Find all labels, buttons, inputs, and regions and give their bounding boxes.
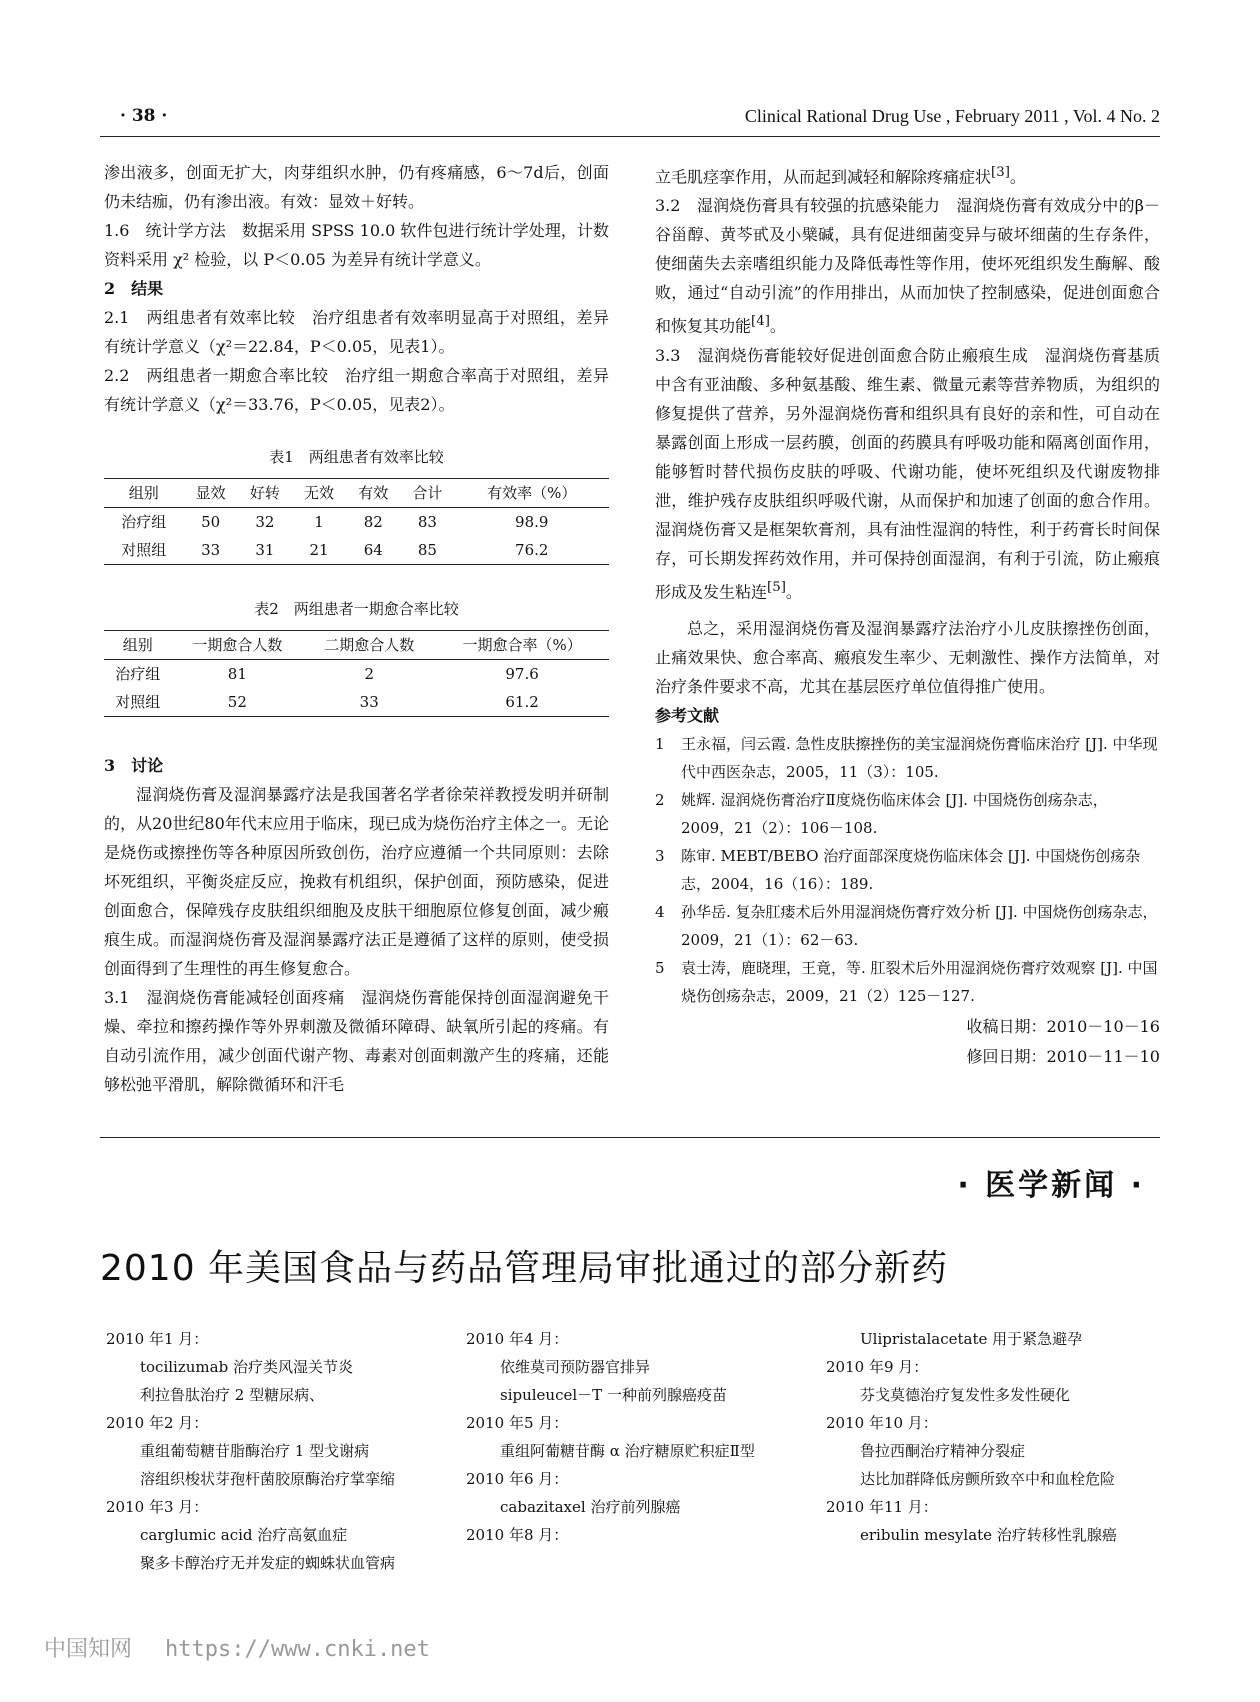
section-discussion-heading: 3 讨论 (104, 756, 164, 775)
table-row (104, 508, 609, 537)
section-3-1: 3.1 湿润烧伤膏能减轻创面疼痛 湿润烧伤膏能保持创面湿润避免干燥、牵拉和擦药操作等外界刺激及微循环障碍、缺氧所引起的疼痛。有自动引流作用，减少创面代谢产物、毒素对创面刺激产生的疼痛，还能够松弛平滑肌，解除微循环和汗毛 (104, 988, 609, 1094)
references-heading: 参考文献 (655, 705, 720, 725)
reference-number: 2 (655, 790, 665, 809)
table-cell: 33 (184, 536, 238, 565)
table-cell: 81 (227, 665, 247, 683)
news-section-label: · 医学新闻 · (957, 1168, 1145, 1203)
table-cell: 对照组 (104, 688, 171, 717)
reference-item (655, 842, 1160, 898)
table2-header: 组别 (104, 631, 171, 660)
list-item: 2010 年9 月： (826, 1358, 929, 1376)
paragraph-end: 。 (769, 316, 786, 336)
section-1-6: 1.6 统计学方法 数据采用 SPSS 10.0 软件包进行统计学处理，计数资料采用 χ² 检验，以 P＜0.05 为差异有统计学意义。 (104, 221, 609, 269)
running-header (100, 106, 1160, 134)
table-cell: 52 (171, 688, 303, 717)
table-cell: 对照组 (104, 536, 184, 565)
table1-header: 有效率（%） (455, 479, 609, 508)
list-item: carglumic acid 治疗高氨血症 (140, 1526, 348, 1544)
table2-header: 一期愈合人数 (171, 631, 303, 660)
list-item: 芬戈莫德治疗复发性多发性硬化 (860, 1386, 1071, 1404)
list-item: cabazitaxel 治疗前列腺癌 (500, 1498, 681, 1516)
table-cell: 98.9 (515, 513, 549, 531)
list-item: 2010 年2 月： (106, 1414, 209, 1432)
list-item: 2010 年3 月： (106, 1498, 209, 1516)
reference-item (655, 898, 1160, 954)
list-item: 重组葡萄糖苷脂酶治疗 1 型戈谢病 (140, 1442, 370, 1460)
reference-list (655, 730, 1160, 1010)
watermark-url: https://www.cnki.net (165, 1637, 430, 1662)
section-3-2 (655, 191, 1160, 340)
news-column-1 (106, 1325, 436, 1577)
journal-citation: Clinical Rational Drug Use , February 2011 , Vol. 4 No. 2 (744, 106, 1160, 126)
revised-date: 修回日期：2010－11－10 (966, 1046, 1160, 1066)
table1-header: 无效 (292, 479, 346, 508)
reference-text: 袁士涛，鹿晓理，王竟，等. 肛裂术后外用湿润烧伤膏疗效观察 [J]. 中国烧伤创疡杂志，2009，21（2）125－127. (681, 958, 1158, 1005)
watermark-name: 中国知网 (44, 1637, 133, 1662)
reference-item (655, 730, 1160, 786)
table-row (104, 536, 609, 565)
list-item: 聚多卡醇治疗无并发症的蜘蛛状血管病 (140, 1554, 396, 1572)
table1-header: 合计 (400, 479, 454, 508)
table1-title: 表1 两组患者有效率比较 (269, 448, 444, 466)
list-item: 2010 年10 月： (826, 1414, 938, 1432)
list-item: 依维莫司预防器官排异 (500, 1358, 651, 1376)
list-item: 2010 年5 月： (466, 1414, 569, 1432)
table-cell: 31 (238, 536, 292, 565)
section-divider (100, 1137, 1160, 1138)
reference-number: 1 (655, 734, 665, 753)
news-column-3 (826, 1325, 1156, 1549)
reference-item (655, 786, 1160, 842)
list-item: 2010 年11 月： (826, 1498, 938, 1516)
table1-header: 组别 (104, 479, 184, 508)
table-cell: 1 (314, 513, 324, 531)
table-cell: 50 (201, 513, 221, 531)
list-item: 2010 年1 月： (106, 1330, 209, 1348)
table-cell: 97.6 (505, 665, 539, 683)
paragraph-text: 立毛肌痉挛作用，从而起到减轻和解除疼痛症状 (655, 167, 992, 187)
dates-block (655, 1012, 1160, 1072)
list-item: 溶组织梭状芽孢杆菌胶原酶治疗掌挛缩 (140, 1470, 396, 1488)
table-cell: 83 (417, 513, 437, 531)
paragraph-text: 3.3 湿润烧伤膏能较好促进创面愈合防止瘢痕生成 湿润烧伤膏基质中含有亚油酸、多种氨基酸、维生素、微量元素等营养物质，为组织的修复提供了营养，另外湿润烧伤膏和组织具有良好的亲和性，可自动在暴露创面上形成一层药膜，创面的药膜具有呼吸功能和隔离创面作用，能够暂时替代损伤皮肤的呼吸、代谢功能，使坏死组织及代谢废物排泄，维护残存皮肤组织呼吸代谢，从而保护和加速了创面的愈合作用。湿润烧伤膏又是框架软膏剂，具有油性湿润的特性，利于药膏长时间保存，可长期发挥药效作用，并可保持创面湿润，有利于引流，防止瘢痕形成及发生粘连 (655, 345, 1160, 601)
list-item: 鲁拉西酮治疗精神分裂症 (860, 1442, 1026, 1460)
paragraph-end: 。 (1009, 167, 1026, 187)
table-cell: 64 (346, 536, 400, 565)
list-item: 达比加群降低房颤所致卒中和血栓危险 (860, 1470, 1116, 1488)
table-cell: 82 (363, 513, 383, 531)
list-item: Ulipristalacetate 用于紧急避孕 (860, 1330, 1083, 1348)
table-cell: 治疗组 (115, 665, 161, 683)
section-2-1: 2.1 两组患者有效率比较 治疗组患者有效率明显高于对照组，差异有统计学意义（χ²＝22.84，P＜0.05，见表1）。 (104, 308, 609, 356)
paragraph (655, 158, 1160, 191)
news-title: 2010 年美国食品与药品管理局审批通过的部分新药 (100, 1248, 949, 1289)
reference-number: 3 (655, 846, 665, 865)
table-row (104, 688, 609, 717)
table-cell: 33 (303, 688, 435, 717)
reference-number: 5 (655, 958, 665, 977)
list-item: 利拉鲁肽治疗 2 型糖尿病、 (140, 1386, 325, 1404)
table-cell: 21 (292, 536, 346, 565)
table-cell: 61.2 (435, 688, 609, 717)
right-column (655, 158, 1160, 1072)
table-cell: 2 (364, 665, 374, 683)
table-cell: 治疗组 (121, 513, 167, 531)
section-2-2: 2.2 两组患者一期愈合率比较 治疗组一期愈合率高于对照组，差异有统计学意义（χ²＝33.76，P＜0.05，见表2）。 (104, 366, 609, 414)
list-item: eribulin mesylate 治疗转移性乳腺癌 (860, 1526, 1117, 1544)
paragraph-end: 。 (785, 581, 802, 601)
table-cell: 85 (400, 536, 454, 565)
section-3-3 (655, 341, 1160, 606)
list-item: 重组阿葡糖苷酶 α 治疗糖原贮积症Ⅱ型 (500, 1442, 755, 1460)
reference-text: 陈审. MEBT/BEBO 治疗面部深度烧伤临床体会 [J]. 中国烧伤创疡杂志，2004，16（16）：189. (681, 846, 1141, 893)
table2-header: 二期愈合人数 (303, 631, 435, 660)
table-cell: 76.2 (455, 536, 609, 565)
received-date: 收稿日期：2010－10－16 (966, 1016, 1160, 1036)
table2-header: 一期愈合率（%） (435, 631, 609, 660)
reference-item (655, 954, 1160, 1010)
section-results-heading: 2 结果 (104, 279, 164, 298)
table1-header: 好转 (238, 479, 292, 508)
conclusion-paragraph: 总之，采用湿润烧伤膏及湿润暴露疗法治疗小儿皮肤擦挫伤创面，止痛效果快、愈合率高、瘢痕发生率少、无刺激性、操作方法简单，对治疗条件要求不高，尤其在基层医疗单位值得推广使用。 (655, 618, 1160, 696)
citation-ref: [4] (751, 314, 770, 330)
list-item: 2010 年4 月： (466, 1330, 569, 1348)
reference-text: 孙华岳. 复杂肛瘘术后外用湿润烧伤膏疗效分析 [J]. 中国烧伤创疡杂志，2009，21（1）：62－63. (681, 902, 1158, 949)
paragraph: 渗出液多，创面无扩大，肉芽组织水肿，仍有疼痛感，6～7d后，创面仍未结痂，仍有渗出液。有效：显效＋好转。 (104, 163, 609, 211)
citation-ref: [3] (991, 165, 1010, 180)
list-item: 2010 年8 月： (466, 1526, 569, 1544)
paragraph-text: 3.2 湿润烧伤膏具有较强的抗感染能力 湿润烧伤膏有效成分中的β－谷甾醇、黄芩甙及小檗碱，具有促进细菌变异与破坏细菌的生存条件，使细菌失去亲嗜组织能力及降低毒性等作用，使坏死组织发生酶解、酸败，通过“自动引流”的作用排出，从而加快了控制感染，促进创面愈合和恢复其功能 (655, 196, 1160, 336)
paragraph: 湿润烧伤膏及湿润暴露疗法是我国著名学者徐荣祥教授发明并研制的，从20世纪80年代末应用于临床，现已成为烧伤治疗主体之一。无论是烧伤或擦挫伤等各种原因所致创伤，治疗应遵循一个共同原则：去除坏死组织，平衡炎症反应，挽救有机组织，保护创面，预防感染，促进创面愈合，保障残存皮肤组织细胞及皮肤干细胞原位修复创面，减少瘢痕生成。而湿润烧伤膏及湿润暴露疗法正是遵循了这样的原则，使受损创面得到了生理性的再生修复愈合。 (104, 785, 609, 978)
header-rule (100, 136, 1160, 137)
watermark-footer (44, 1632, 430, 1663)
list-item: 2010 年6 月： (466, 1470, 569, 1488)
table1-header: 有效 (346, 479, 400, 508)
news-column-2 (466, 1325, 796, 1549)
left-column (104, 158, 609, 1099)
reference-text: 姚辉. 湿润烧伤膏治疗Ⅱ度烧伤临床体会 [J]. 中国烧伤创疡杂志，2009，21（2）：106－108. (681, 790, 1108, 837)
table2-title: 表2 两组患者一期愈合率比较 (254, 600, 459, 618)
table-row (104, 660, 609, 689)
table1 (104, 478, 609, 565)
list-item: sipuleucel－T 一种前列腺癌疫苗 (500, 1386, 727, 1404)
table-cell: 32 (255, 513, 275, 531)
reference-text: 王永福，闫云霞. 急性皮肤擦挫伤的美宝湿润烧伤膏临床治疗 [J]. 中华现代中西医杂志，2005，11（3）：105. (681, 734, 1158, 781)
table2 (104, 630, 609, 717)
citation-ref: [5] (767, 579, 786, 595)
table1-header: 显效 (184, 479, 238, 508)
list-item: tocilizumab 治疗类风湿关节炎 (140, 1358, 353, 1376)
page-number: · 38 · (120, 106, 168, 126)
reference-number: 4 (655, 902, 665, 921)
